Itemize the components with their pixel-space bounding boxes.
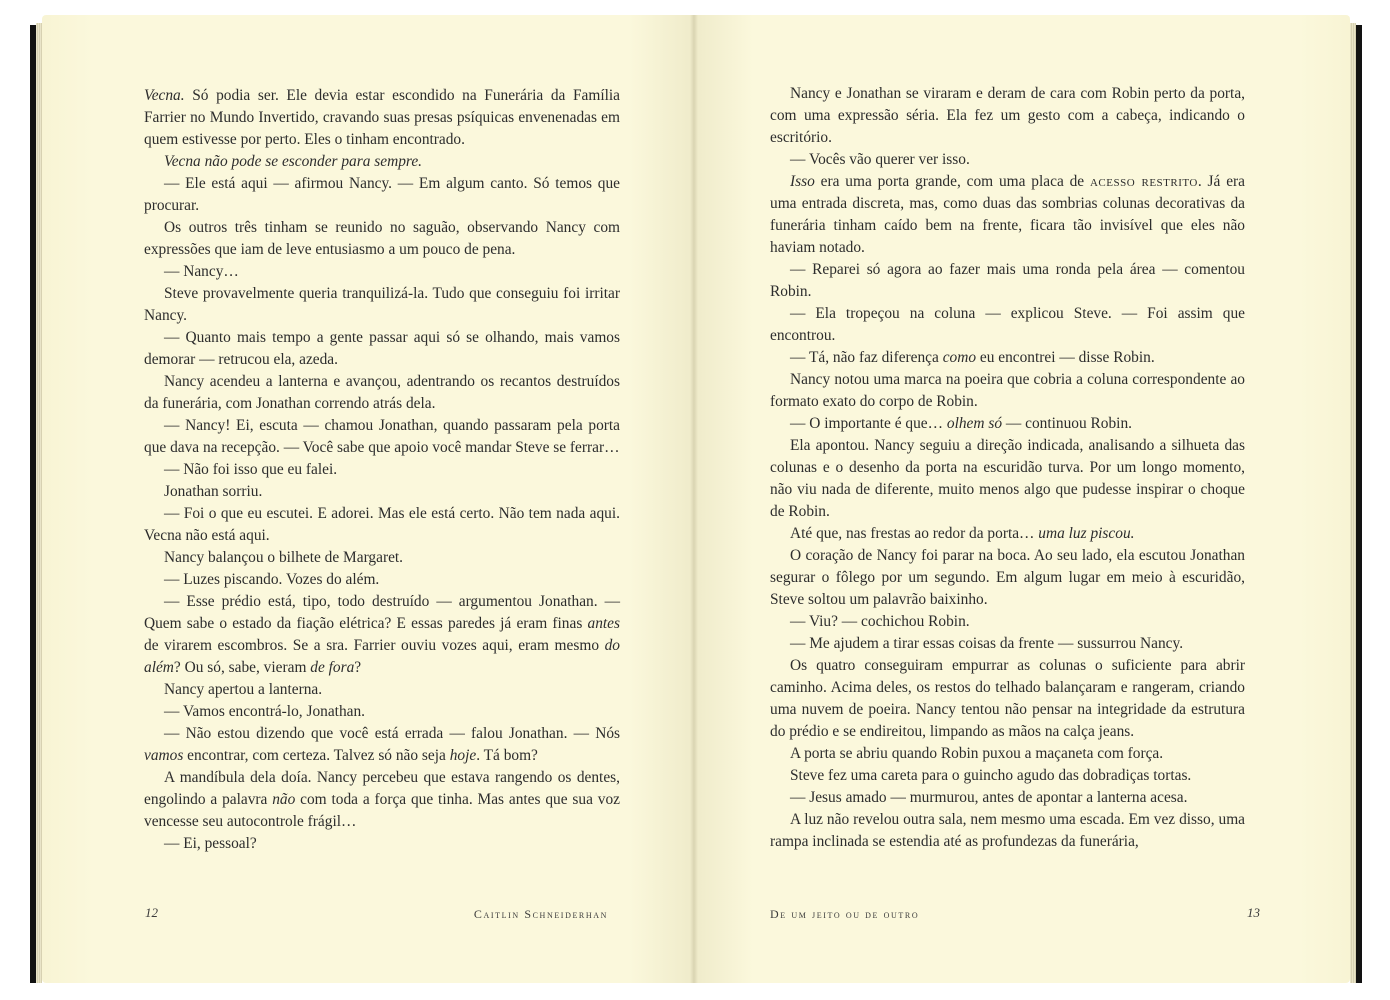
left-page bbox=[42, 15, 694, 983]
paragraph: — Não foi isso que eu falei. bbox=[164, 461, 338, 478]
right-running-head: De um jeito ou de outro bbox=[770, 907, 920, 921]
paragraph: — Me ajudem a tirar essas coisas da frente — sussurrou Nancy. bbox=[790, 635, 1184, 652]
left-running-head: Caitlin Schneiderhan bbox=[473, 907, 608, 921]
italic-text: não bbox=[272, 791, 296, 808]
paragraph: — Ei, pessoal? bbox=[164, 835, 257, 852]
italic-text: hoje bbox=[449, 747, 477, 764]
paragraph: — Ela tropeçou na coluna — explicou Steve. — Foi assim que encontrou. bbox=[770, 305, 1245, 344]
paragraph: Nancy e Jonathan se viraram e deram de cara com Robin perto da porta, com uma expressão séria. Ela fez um gesto com a cabeça, indicando o escritório. bbox=[770, 85, 1245, 146]
paragraph: A porta se abriu quando Robin puxou a maçaneta com força. bbox=[790, 745, 1164, 762]
paragraph: Vecna. Só podia ser. Ele devia estar escondido na Funerária da Família Farrier no Mundo Invertido, cravando suas presas psíquicas envenenadas em quem estivesse por perto. Eles o tinham encontrado. bbox=[144, 87, 620, 148]
paragraph: — Nancy… bbox=[164, 263, 239, 280]
paragraph: — Vocês vão querer ver isso. bbox=[790, 151, 970, 168]
paragraph: — Vamos encontrá-lo, Jonathan. bbox=[164, 703, 366, 720]
paragraph: — Nancy! Ei, escuta — chamou Jonathan, quando passaram pela porta que dava na recepção. — Você sabe que apoio você mandar Steve se ferrar… bbox=[144, 417, 620, 456]
italic-text: Isso bbox=[790, 173, 815, 190]
paragraph bbox=[144, 151, 620, 173]
small-caps-text: acesso restrito bbox=[1089, 173, 1198, 190]
right-page-text bbox=[770, 83, 1245, 853]
paragraph: Até que, nas frestas ao redor da porta… uma luz piscou. bbox=[790, 525, 1135, 542]
open-book bbox=[30, 15, 1362, 983]
right-page bbox=[694, 15, 1350, 983]
italic-text: Vecna. bbox=[144, 87, 185, 104]
italic-text: uma luz piscou. bbox=[1038, 525, 1135, 542]
italic-text: como bbox=[942, 349, 977, 366]
paragraph: Jonathan sorriu. bbox=[164, 483, 263, 500]
left-page-text bbox=[144, 85, 620, 855]
paragraph: O coração de Nancy foi parar na boca. Ao seu lado, ela escutou Jonathan segurar o fôlego por um segundo. Em algum lugar em meio à escuridão, Steve soltou um palavrão baixinho. bbox=[770, 547, 1245, 608]
paragraph: — Luzes piscando. Vozes do além. bbox=[164, 571, 380, 588]
book-cover-right-edge bbox=[1356, 25, 1362, 983]
paragraph: — O importante é que… olhem só — continuou Robin. bbox=[790, 415, 1132, 432]
italic-text: Vecna não pode se esconder para sempre. bbox=[164, 153, 423, 170]
paragraph: Steve fez uma careta para o guincho agudo das dobradiças tortas. bbox=[790, 767, 1192, 784]
paragraph: — Tá, não faz diferença como eu encontrei — disse Robin. bbox=[790, 349, 1155, 366]
book-gutter bbox=[690, 15, 698, 983]
paragraph: Os outros três tinham se reunido no saguão, observando Nancy com expressões que iam de leve entusiasmo a um pouco de pena. bbox=[144, 219, 620, 258]
paragraph: Nancy balançou o bilhete de Margaret. bbox=[164, 549, 404, 566]
italic-text: vamos bbox=[144, 747, 184, 764]
paragraph: — Esse prédio está, tipo, todo destruído — argumentou Jonathan. — Quem sabe o estado da fiação elétrica? E essas paredes já eram finas antes de virarem escombros. Se a sra. Farrier ouviu vozes aqui, eram mesmo do além? Ou só, sabe, vieram de fora? bbox=[144, 593, 620, 676]
paragraph: — Foi o que eu escutei. E adorei. Mas ele está certo. Não tem nada aqui. Vecna não está aqui. bbox=[144, 505, 620, 544]
italic-text: do além bbox=[144, 637, 620, 676]
paragraph: — Jesus amado — murmurou, antes de apontar a lanterna acesa. bbox=[790, 789, 1188, 806]
italic-text: antes bbox=[587, 615, 620, 632]
right-page-number: 13 bbox=[1247, 905, 1260, 920]
paragraph: Nancy notou uma marca na poeira que cobria a coluna correspondente ao formato exato do corpo de Robin. bbox=[770, 371, 1245, 410]
paragraph: Isso era uma porta grande, com uma placa de acesso restrito. Já era uma entrada discreta, mas, como duas das sombrias colunas decorativas da funerária tinham caído bem na frente, ficara tão invisível que eles não haviam notado. bbox=[770, 173, 1246, 256]
paragraph: Os quatro conseguiram empurrar as colunas o suficiente para abrir caminho. Acima deles, os restos do telhado balançaram e rangeram, criando uma nuvem de poeira. Nancy tentou não pensar na integridade da estrutura do prédio e se endireitou, limpando as mãos na calça jeans. bbox=[770, 657, 1245, 740]
italic-text: olhem só bbox=[946, 415, 1003, 432]
paragraph: Steve provavelmente queria tranquilizá-la. Tudo que conseguiu foi irritar Nancy. bbox=[144, 285, 620, 324]
paragraph: Ela apontou. Nancy seguiu a direção indicada, analisando a silhueta das colunas e o desenho da porta na escuridão turva. Por um longo momento, não viu nada de diferente, muito menos algo que pudesse inspirar o choque de Robin. bbox=[770, 437, 1245, 520]
italic-text: de fora bbox=[310, 659, 355, 676]
paragraph: — Viu? — cochichou Robin. bbox=[790, 613, 970, 630]
paragraph: — Ele está aqui — afirmou Nancy. — Em algum canto. Só temos que procurar. bbox=[144, 175, 620, 214]
paragraph: — Reparei só agora ao fazer mais uma ronda pela área — comentou Robin. bbox=[770, 261, 1245, 300]
paragraph: A mandíbula dela doía. Nancy percebeu que estava rangendo os dentes, engolindo a palavra não com toda a força que tinha. Mas antes que sua voz vencesse seu autocontrole frágil… bbox=[144, 769, 620, 830]
paragraph: Nancy acendeu a lanterna e avançou, adentrando os recantos destruídos da funerária, com Jonathan correndo atrás dela. bbox=[144, 373, 620, 412]
paragraph: Nancy apertou a lanterna. bbox=[164, 681, 323, 698]
paragraph: A luz não revelou outra sala, nem mesmo uma escada. Em vez disso, uma rampa inclinada se estendia até as profundezas da funerária, bbox=[770, 811, 1245, 850]
paragraph: — Quanto mais tempo a gente passar aqui só se olhando, mais vamos demorar — retrucou ela, azeda. bbox=[144, 329, 620, 368]
paragraph: — Não estou dizendo que você está errada — falou Jonathan. — Nós vamos encontrar, com certeza. Talvez só não seja hoje. Tá bom? bbox=[144, 725, 620, 764]
left-page-number: 12 bbox=[145, 905, 158, 920]
